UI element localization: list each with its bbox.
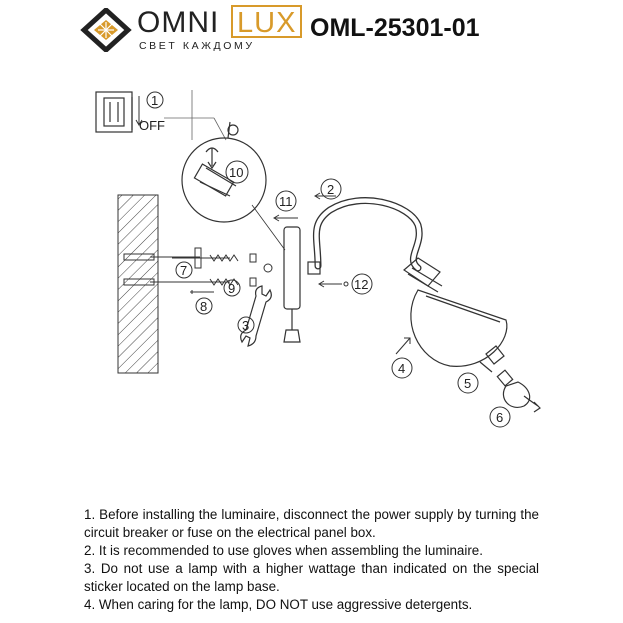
brand-name-omni: OMNI — [137, 6, 220, 39]
step-1-label: 1 — [151, 93, 159, 108]
model-number: OML-25301-01 — [310, 14, 480, 42]
detail-leader-line — [252, 205, 285, 250]
brand-name-lux: LUX — [231, 5, 302, 38]
step-7-label: 7 — [180, 263, 188, 278]
wall-mounting-plate — [284, 227, 300, 342]
instruction-1: 1. Before installing the luminaire, disconnect the power supply by turning the circuit breaker or fuse on the electrical panel box. — [84, 507, 539, 540]
switch-panel-icon — [96, 92, 132, 132]
light-bulb-icon — [497, 370, 540, 412]
switch-off-label: OFF — [139, 118, 165, 133]
instructions — [84, 506, 539, 614]
step-4-label: 4 — [398, 361, 406, 376]
step-9-label: 9 — [228, 281, 236, 296]
step-11-label: 11 — [279, 194, 293, 209]
wrench-icon — [241, 286, 272, 346]
step-6-label: 6 — [496, 410, 504, 425]
arrow-left-icon — [274, 215, 298, 221]
step-10-label: 10 — [229, 165, 244, 180]
step-12-label: 12 — [354, 277, 369, 292]
header — [0, 0, 623, 60]
instruction-4: 4. When caring for the lamp, DO NOT use aggressive detergents. — [84, 597, 473, 612]
step-8-label: 8 — [200, 299, 208, 314]
small-screw-icon — [190, 290, 214, 294]
step-12-screw-icon — [319, 281, 348, 287]
step-5-label: 5 — [464, 376, 472, 391]
brand-logo-icon — [80, 8, 132, 52]
step-2-label: 2 — [327, 182, 335, 197]
step-3-label: 3 — [242, 318, 250, 333]
assembly-diagram — [0, 60, 623, 440]
instruction-3: 3. Do not use a lamp with a higher wattage than indicated on the special sticker located on the lamp base. — [84, 561, 539, 594]
brand-tagline: СВЕТ КАЖДОМУ — [139, 40, 255, 52]
guide-lines — [164, 90, 226, 140]
arrow-up-right-icon — [396, 338, 410, 354]
instruction-2: 2. It is recommended to use gloves when assembling the luminaire. — [84, 543, 483, 558]
